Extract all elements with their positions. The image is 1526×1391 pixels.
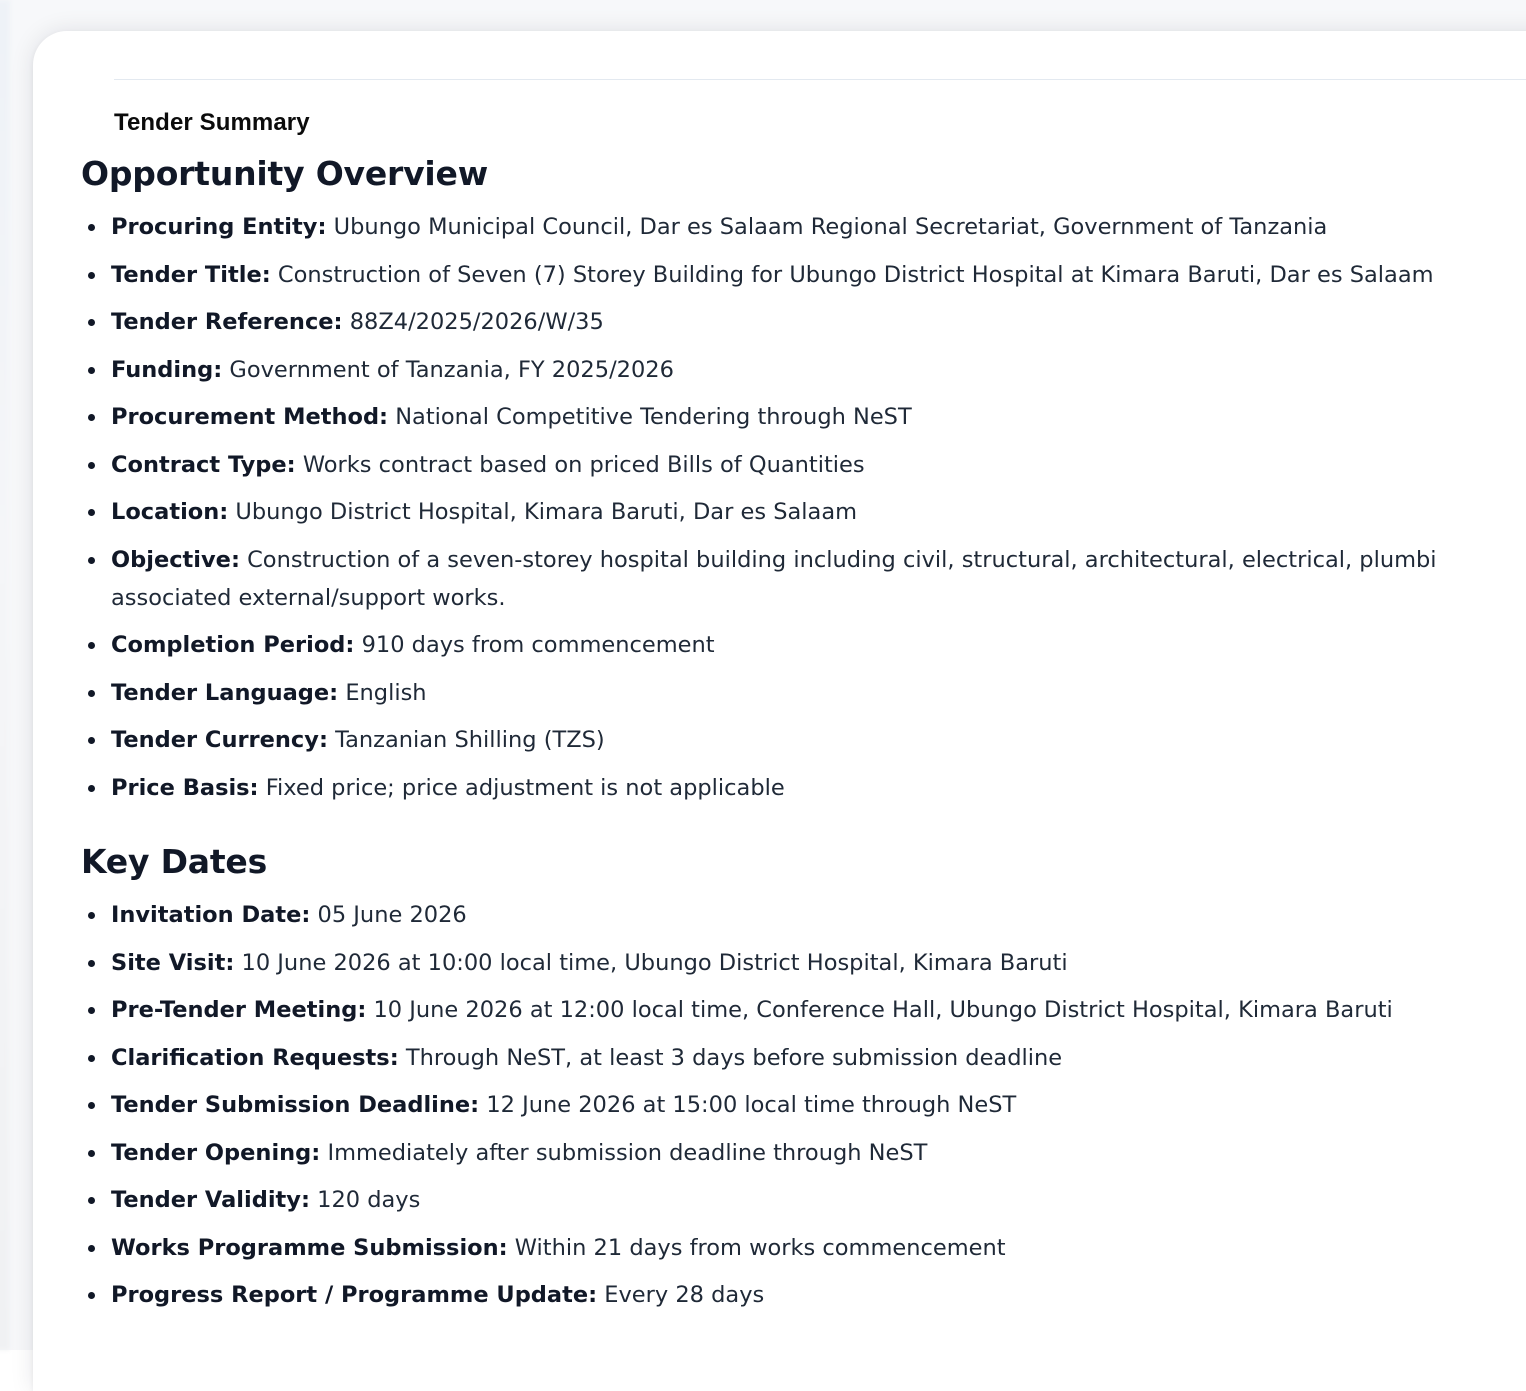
list-item-completion-period xyxy=(81,626,1526,664)
item-key: Tender Opening: xyxy=(111,1139,321,1166)
item-value: English xyxy=(345,679,427,706)
item-value: 12 June 2026 at 15:00 local time through NeST xyxy=(486,1092,1017,1118)
item-value: Construction of a seven-storey hospital building including civil, structural, architectural, electrical, plumbi associated external/support works. xyxy=(111,546,1437,611)
item-key: Pre-Tender Meeting: xyxy=(111,997,367,1023)
list-item-procuring-entity xyxy=(81,208,1526,246)
list-item-invitation-date xyxy=(81,896,1526,934)
item-value: Through NeST, at least 3 days before submission deadline xyxy=(405,1044,1063,1071)
list-item-tender-opening xyxy=(81,1134,1526,1172)
list-item-tender-validity xyxy=(81,1181,1526,1219)
bullet-icon xyxy=(88,319,95,326)
item-value: 05 June 2026 xyxy=(317,902,467,928)
bullet-icon xyxy=(88,1150,95,1157)
item-key: Procurement Method: xyxy=(111,404,389,430)
item-key: Site Visit: xyxy=(111,949,235,976)
item-key: Invitation Date: xyxy=(111,902,311,928)
item-value: Immediately after submission deadline through NeST xyxy=(327,1139,928,1166)
bullet-icon xyxy=(88,1055,95,1062)
list-item-contract-type xyxy=(81,446,1526,484)
item-value: Ubungo District Hospital, Kimara Baruti, Dar es Salaam xyxy=(235,499,858,525)
item-value: Tanzanian Shilling (TZS) xyxy=(335,727,605,753)
item-value: Within 21 days from works commencement xyxy=(514,1234,1006,1261)
bullet-icon xyxy=(88,557,95,564)
bullet-icon xyxy=(88,785,95,792)
item-key: Location: xyxy=(111,499,229,525)
bullet-icon xyxy=(88,367,95,374)
bullet-icon xyxy=(88,1197,95,1204)
list-item-submission-deadline xyxy=(81,1086,1526,1124)
item-key: Tender Submission Deadline: xyxy=(111,1092,480,1118)
list-item-tender-currency xyxy=(81,721,1526,759)
opportunity-overview-list xyxy=(81,208,1526,807)
item-key: Tender Title: xyxy=(111,261,271,288)
bullet-icon xyxy=(88,690,95,697)
list-item-objective xyxy=(81,541,1526,617)
section-title-key-dates: Key Dates xyxy=(81,842,268,881)
bullet-icon xyxy=(88,224,95,231)
item-key: Tender Reference: xyxy=(111,309,343,335)
item-value: 120 days xyxy=(317,1187,421,1213)
item-key: Tender Validity: xyxy=(111,1187,310,1213)
item-value: Every 28 days xyxy=(604,1282,765,1308)
item-key: Funding: xyxy=(111,356,223,383)
item-key: Progress Report / Programme Update: xyxy=(111,1282,598,1308)
item-key: Works Programme Submission: xyxy=(111,1234,508,1261)
background-window-edge xyxy=(0,0,10,1350)
bullet-icon xyxy=(88,737,95,744)
list-item-location xyxy=(81,493,1526,531)
item-key: Tender Language: xyxy=(111,679,339,706)
item-value: Fixed price; price adjustment is not applicable xyxy=(265,774,785,801)
item-value: Works contract based on priced Bills of Quantities xyxy=(302,451,865,478)
item-key: Clarification Requests: xyxy=(111,1044,399,1071)
list-item-pre-tender-meeting xyxy=(81,991,1526,1029)
item-value: 88Z4/2025/2026/W/35 xyxy=(349,309,604,335)
bullet-icon xyxy=(88,1102,95,1109)
bullet-icon xyxy=(88,1245,95,1252)
list-item-clarification-requests xyxy=(81,1039,1526,1077)
bullet-icon xyxy=(88,414,95,421)
item-value: National Competitive Tendering through NeST xyxy=(395,404,912,430)
item-value: Construction of Seven (7) Storey Building for Ubungo District Hospital at Kimara Baruti, Dar es Salaam xyxy=(277,261,1434,288)
section-title-opportunity-overview: Opportunity Overview xyxy=(81,154,489,193)
list-item-procurement-method xyxy=(81,398,1526,436)
tender-summary-label: Tender Summary xyxy=(114,109,310,136)
list-item-works-programme-submission xyxy=(81,1229,1526,1267)
item-value: 10 June 2026 at 12:00 local time, Conference Hall, Ubungo District Hospital, Kimara Baruti xyxy=(373,997,1393,1023)
bullet-icon xyxy=(88,642,95,649)
item-value: 10 June 2026 at 10:00 local time, Ubungo District Hospital, Kimara Baruti xyxy=(241,949,1068,976)
bullet-icon xyxy=(88,509,95,516)
item-value: Ubungo Municipal Council, Dar es Salaam Regional Secretariat, Government of Tanzania xyxy=(333,214,1328,240)
item-key: Price Basis: xyxy=(111,774,259,801)
bullet-icon xyxy=(88,1292,95,1299)
item-value: Government of Tanzania, FY 2025/2026 xyxy=(229,356,674,383)
bullet-icon xyxy=(88,912,95,919)
tender-summary-content xyxy=(81,150,1526,1324)
bullet-icon xyxy=(88,272,95,279)
item-value: 910 days from commencement xyxy=(361,632,715,658)
list-item-tender-language xyxy=(81,674,1526,712)
item-key: Tender Currency: xyxy=(111,727,328,753)
key-dates-list xyxy=(81,896,1526,1314)
header-divider xyxy=(114,79,1526,80)
list-item-tender-title xyxy=(81,256,1526,294)
item-key: Procuring Entity: xyxy=(111,214,327,240)
section-spacer xyxy=(81,816,1526,838)
list-item-progress-report xyxy=(81,1276,1526,1314)
list-item-site-visit xyxy=(81,944,1526,982)
item-key: Objective: xyxy=(111,546,240,573)
item-key: Completion Period: xyxy=(111,632,355,658)
bullet-icon xyxy=(88,462,95,469)
bullet-icon xyxy=(88,960,95,967)
list-item-price-basis xyxy=(81,769,1526,807)
item-key: Contract Type: xyxy=(111,451,296,478)
list-item-tender-reference xyxy=(81,303,1526,341)
list-item-funding xyxy=(81,351,1526,389)
bullet-icon xyxy=(88,1007,95,1014)
